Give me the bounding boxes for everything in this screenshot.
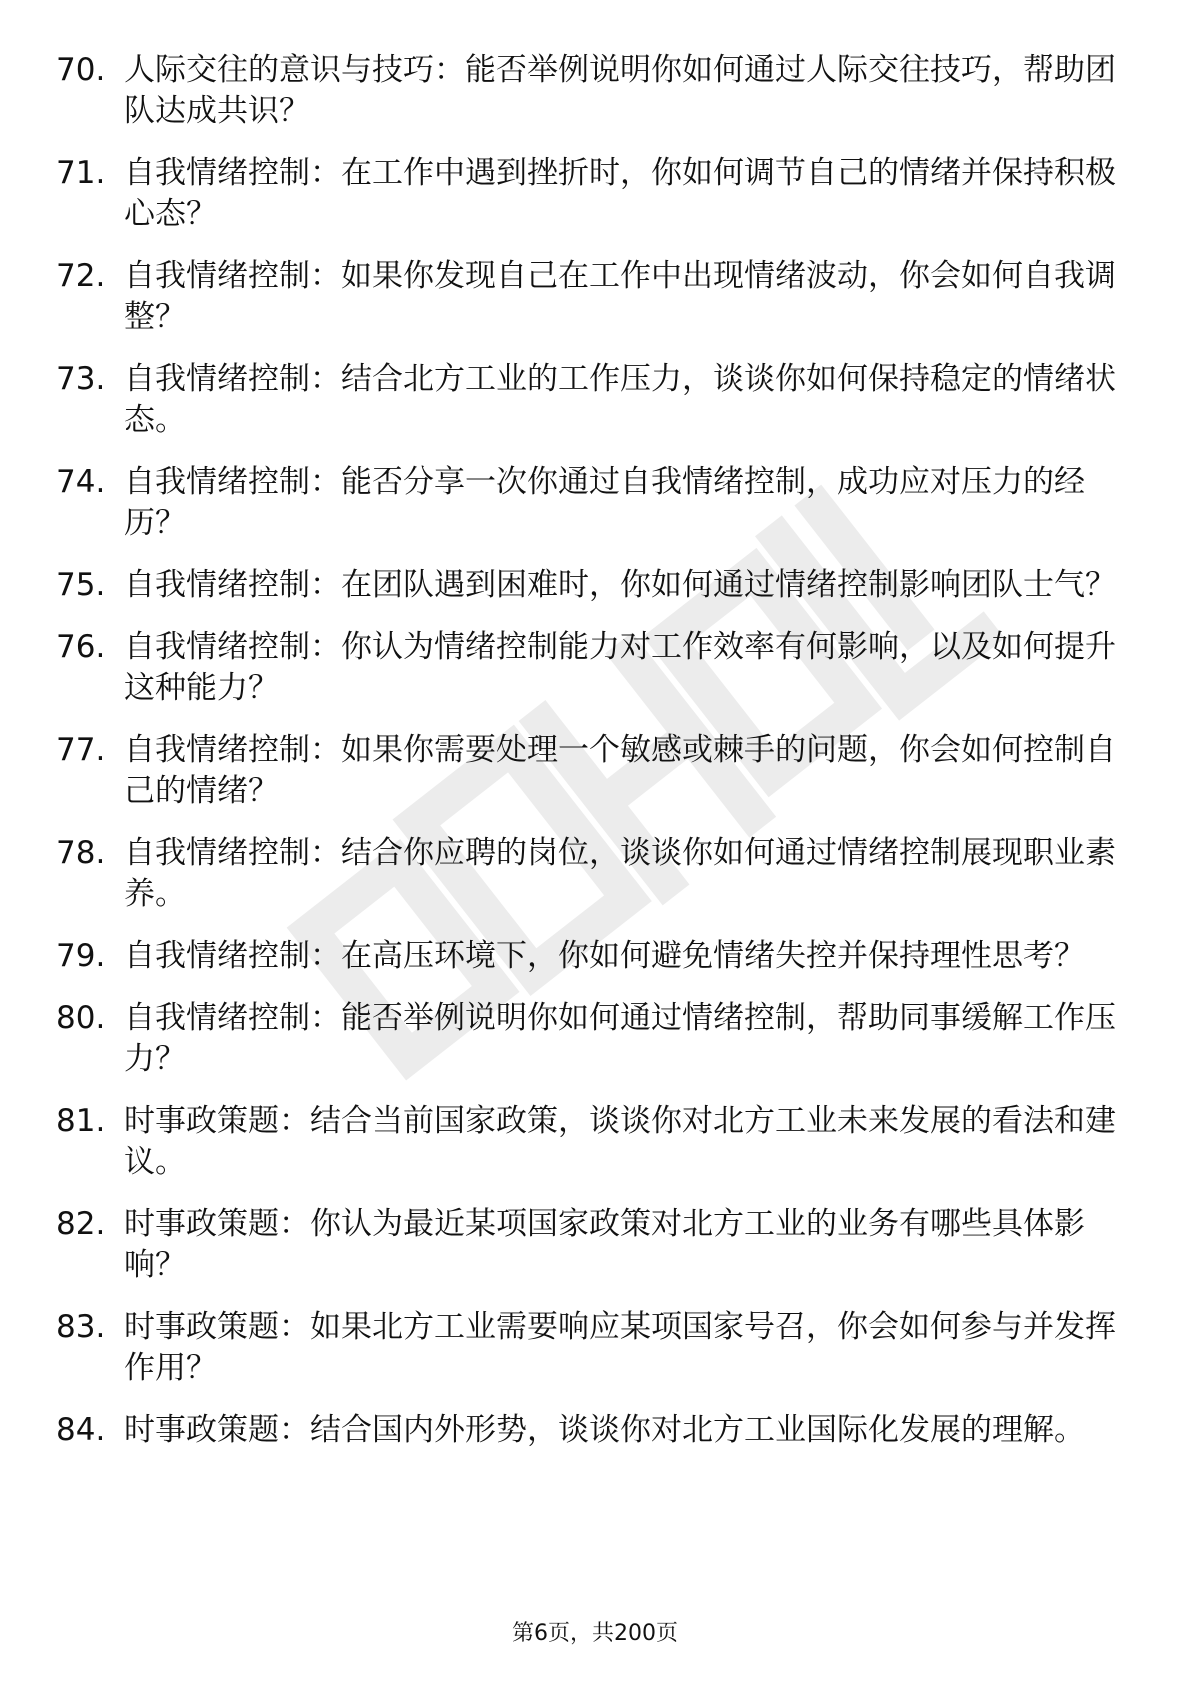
question-number: 82. [56,1206,106,1242]
question-text: 时事政策题：结合国内外形势，谈谈你对北方工业国际化发展的理解。 [124,1412,1085,1448]
question-text: 时事政策题：你认为最近某项国家政策对北方工业的业务有哪些具体影响？ [124,1206,1085,1283]
question-text: 人际交往的意识与技巧：能否举例说明你如何通过人际交往技巧，帮助团队达成共识？ [124,52,1116,129]
question-item [56,1410,1136,1451]
question-item [56,730,1136,812]
question-item [56,936,1136,977]
page-number: 第6页，共200页 [512,1621,678,1646]
question-text: 自我情绪控制：如果你发现自己在工作中出现情绪波动，你会如何自我调整？ [124,258,1116,335]
question-item [56,833,1136,915]
question-item [56,565,1136,606]
question-text: 自我情绪控制：在工作中遇到挫折时，你如何调节自己的情绪并保持积极心态？ [124,155,1116,232]
question-item [56,1101,1136,1183]
question-number: 76. [56,629,106,665]
question-number: 81. [56,1103,106,1139]
question-item [56,359,1136,441]
question-text: 自我情绪控制：能否分享一次你通过自我情绪控制，成功应对压力的经历？ [124,464,1085,541]
question-number: 75. [56,567,106,603]
question-number: 83. [56,1309,106,1345]
question-number: 77. [56,732,106,768]
question-item [56,998,1136,1080]
question-item [56,153,1136,235]
question-list [56,50,1136,1472]
question-number: 71. [56,155,106,191]
question-item [56,1307,1136,1389]
question-text: 时事政策题：结合当前国家政策，谈谈你对北方工业未来发展的看法和建议。 [124,1103,1116,1180]
question-number: 80. [56,1000,106,1036]
question-item [56,50,1136,132]
question-number: 78. [56,835,106,871]
question-number: 84. [56,1412,106,1448]
question-number: 73. [56,361,106,397]
question-number: 79. [56,938,106,974]
question-text: 时事政策题：如果北方工业需要响应某项国家号召，你会如何参与并发挥作用？ [124,1309,1116,1386]
question-text: 自我情绪控制：在团队遇到困难时，你如何通过情绪控制影响团队士气？ [124,567,1116,603]
question-number: 72. [56,258,106,294]
question-text: 自我情绪控制：如果你需要处理一个敏感或棘手的问题，你会如何控制自己的情绪？ [124,732,1116,809]
question-number: 70. [56,52,106,88]
question-text: 自我情绪控制：结合北方工业的工作压力，谈谈你如何保持稳定的情绪状态。 [124,361,1116,438]
question-item [56,256,1136,338]
question-text: 自我情绪控制：能否举例说明你如何通过情绪控制，帮助同事缓解工作压力？ [124,1000,1116,1077]
question-item [56,627,1136,709]
question-item [56,1204,1136,1286]
question-item [56,462,1136,544]
question-text: 自我情绪控制：在高压环境下，你如何避免情绪失控并保持理性思考？ [124,938,1085,974]
question-text: 自我情绪控制：结合你应聘的岗位，谈谈你如何通过情绪控制展现职业素养。 [124,835,1116,912]
question-number: 74. [56,464,106,500]
question-text: 自我情绪控制：你认为情绪控制能力对工作效率有何影响，以及如何提升这种能力？ [124,629,1116,706]
